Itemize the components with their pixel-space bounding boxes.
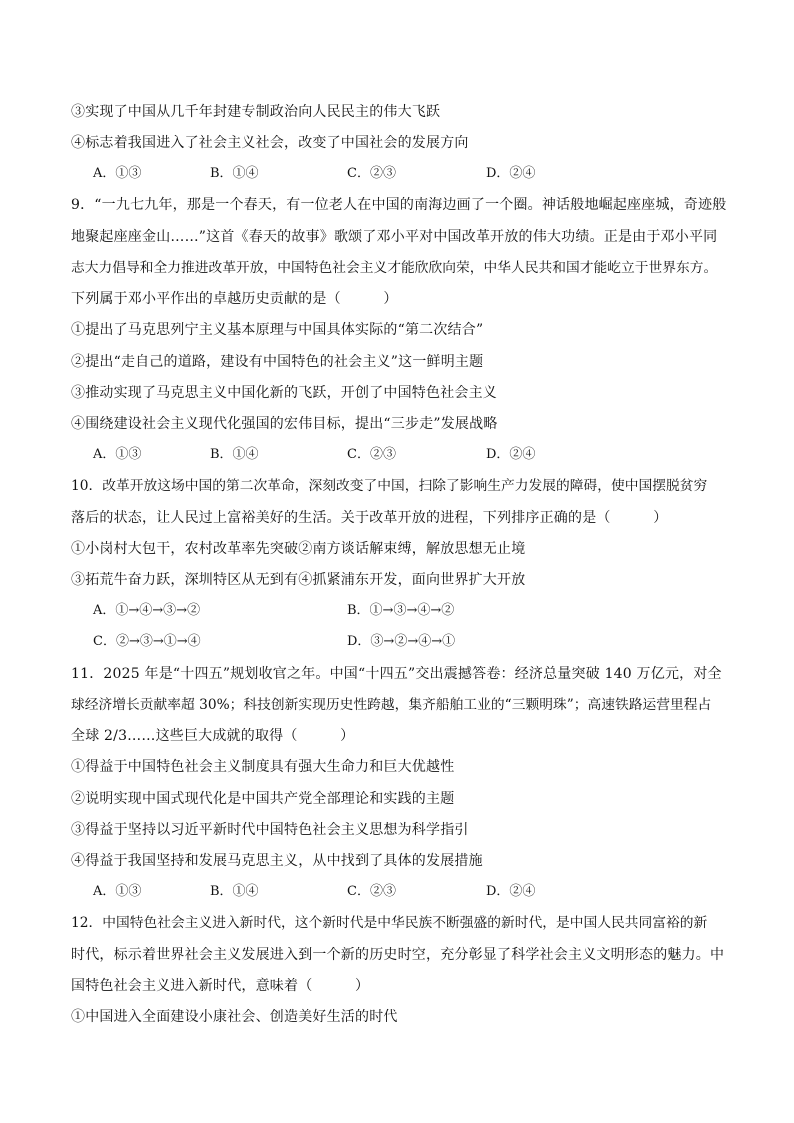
q9-item-3: ③推动实现了马克思主义中国化新的飞跃，开创了中国特色社会主义 <box>71 385 497 401</box>
q9-stem-line-1: 9．“一九七九年，那是一个春天，有一位老人在中国的南海边画了一个圈。神话般地崛起座座城，奇迹般 <box>71 197 727 213</box>
q10-item-row-2: ③拓荒牛奋力跃，深圳特区从无到有④抓紧浦东开发，面向世界扩大开放 <box>71 572 526 588</box>
q11-item-2: ②说明实现中国式现代化是中国共产党全部理论和实践的主题 <box>71 791 455 807</box>
q8-option-d[interactable]: D．②④ <box>486 166 536 181</box>
q10-option-d[interactable]: D．③→②→④→① <box>347 634 456 649</box>
q8-option-b[interactable]: B．①④ <box>210 166 259 181</box>
q11-item-4: ④得益于我国坚持和发展马克思主义，从中找到了具体的发展措施 <box>71 853 483 869</box>
q9-item-4: ④围绕建设社会主义现代化强国的宏伟目标，提出“三步走”发展战略 <box>71 416 498 432</box>
q10-option-c[interactable]: C．②→③→①→④ <box>93 634 201 649</box>
q8-option-c[interactable]: C．②③ <box>347 166 396 181</box>
q9-stem-line-2: 地聚起座座金山……”这首《春天的故事》歌颂了邓小平对中国改革开放的伟大功绩。正是由于邓小平同 <box>71 229 718 245</box>
q12-stem-line-2: 时代，标示着世界社会主义发展进入到一个新的历史时空，充分彰显了科学社会主义文明形态的魅力。中 <box>71 947 725 963</box>
q8-item-4: ④标志着我国进入了社会主义社会，改变了中国社会的发展方向 <box>71 135 469 151</box>
q11-item-1: ①得益于中国特色社会主义制度具有强大生命力和巨大优越性 <box>71 759 455 775</box>
q9-option-b[interactable]: B．①④ <box>210 447 259 462</box>
q9-option-a[interactable]: A．①③ <box>93 447 142 462</box>
q8-option-a[interactable]: A．①③ <box>93 166 142 181</box>
q10-option-b[interactable]: B．①→③→④→② <box>347 603 455 618</box>
q9-stem-line-3: 志大力倡导和全力推进改革开放，中国特色社会主义才能欣欣向荣，中华人民共和国才能屹立于世界东方。 <box>71 260 718 276</box>
q11-option-b[interactable]: B．①④ <box>210 884 259 899</box>
q11-option-c[interactable]: C．②③ <box>347 884 396 899</box>
q12-stem-line-3: 国特色社会主义进入新时代，意味着（ ） <box>71 978 370 994</box>
q8-item-3: ③实现了中国从几千年封建专制政治向人民民主的伟大飞跃 <box>71 104 441 120</box>
q11-stem-line-3: 全球 2/3……这些巨大成就的取得（ ） <box>71 728 355 744</box>
q9-option-c[interactable]: C．②③ <box>347 447 396 462</box>
q11-option-d[interactable]: D．②④ <box>486 884 536 899</box>
q12-item-1: ①中国进入全面建设小康社会、创造美好生活的时代 <box>71 1009 398 1025</box>
q12-stem-line-1: 12．中国特色社会主义进入新时代，这个新时代是中华民族不断强盛的新时代，是中国人民共同富裕的新 <box>71 915 708 931</box>
q9-stem-line-4: 下列属于邓小平作出的卓越历史贡献的是（ ） <box>71 291 398 307</box>
q11-stem-line-2: 球经济增长贡献率超 30%；科技创新实现历史性跨越，集齐船舶工业的“三颗明珠”；高速铁路运营里程占 <box>71 697 712 713</box>
q11-item-3: ③得益于坚持以习近平新时代中国特色社会主义思想为科学指引 <box>71 822 469 838</box>
q10-option-a[interactable]: A．①→④→③→② <box>93 603 201 618</box>
q10-stem-line-2: 落后的状态，让人民过上富裕美好的生活。关于改革开放的进程，下列排序正确的是（ ） <box>71 510 668 526</box>
q9-item-2: ②提出“走自己的道路，建设有中国特色的社会主义”这一鲜明主题 <box>71 354 484 370</box>
q10-item-row-1: ①小岗村大包干，农村改革率先突破②南方谈话解束缚，解放思想无止境 <box>71 541 526 557</box>
q10-stem-line-1: 10．改革开放这场中国的第二次革命，深刻改变了中国，扫除了影响生产力发展的障碍，使中国摆脱贫穷 <box>71 478 708 494</box>
q9-option-d[interactable]: D．②④ <box>486 447 536 462</box>
q9-item-1: ①提出了马克思列宁主义基本原理与中国具体实际的“第二次结合” <box>71 322 484 338</box>
q11-stem-line-1: 11．2025 年是“十四五”规划收官之年。中国“十四五”交出震撼答卷：经济总量突破 140 万亿元，对全 <box>71 666 722 682</box>
q11-option-a[interactable]: A．①③ <box>93 884 142 899</box>
